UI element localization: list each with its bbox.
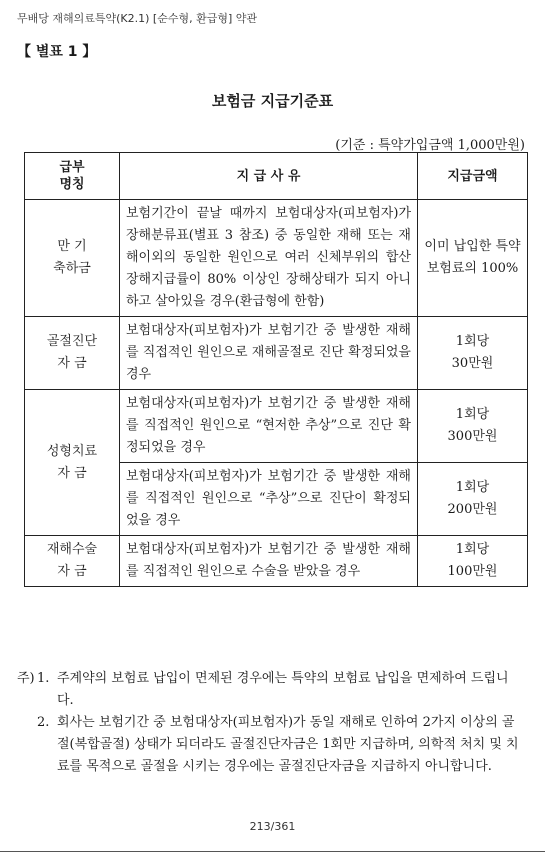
amount-line: 200만원: [447, 502, 498, 517]
amount-line: 300만원: [447, 429, 498, 444]
row-reason: 보험대상자(피보험자)가 보험기간 중 발생한 재해를 직접적인 원인으로 “현저한 추상”으로 진단 확정되었을 경우: [120, 390, 418, 463]
header-category-line2: 명칭: [59, 177, 85, 192]
notes-prefix: 주): [17, 671, 35, 686]
category-line: 재해수술: [46, 542, 98, 557]
header-amount: 지급금액: [418, 153, 528, 200]
row-category: [25, 200, 120, 317]
category-line: 자 금: [57, 356, 87, 371]
amount-line: 30만원: [451, 356, 494, 371]
benefit-table: [24, 152, 528, 587]
note-text: 회사는 보험기간 중 보험대상자(피보험자)가 동일 재해로 인하여 2가지 이상의 골절(복합골절) 상태가 되더라도 골절진단자금은 1회만 지급하며, 의학적 처치 및 치료를 목적으로 골절을 시키는 경우에는 골절진단자금을 지급하지 아니합니다.: [57, 715, 519, 774]
header-category-line1: 급부: [59, 160, 85, 175]
note-item: [17, 712, 525, 778]
category-line: 자 금: [57, 564, 87, 579]
note-number: 2.: [37, 715, 50, 730]
amount-line: 100만원: [447, 564, 498, 579]
row-amount: [418, 390, 528, 463]
row-reason: 보험대상자(피보험자)가 보험기간 중 발생한 재해를 직접적인 원인으로 재해골절로 진단 확정되었을 경우: [120, 317, 418, 390]
notes-section: [17, 668, 525, 778]
category-line: 자 금: [57, 465, 87, 481]
category-line: 성형치료: [46, 443, 98, 459]
row-reason: 보험대상자(피보험자)가 보험기간 중 발생한 재해를 직접적인 원인으로 수술을 받았을 경우: [120, 536, 418, 587]
row-amount: [418, 317, 528, 390]
header-reason: 지 급 사 유: [120, 153, 418, 200]
note-number: 1.: [37, 671, 50, 686]
table-row: [25, 200, 528, 317]
row-amount: [418, 536, 528, 587]
header-category: [25, 153, 120, 200]
table-header-row: [25, 153, 528, 200]
row-category: [25, 317, 120, 390]
document-header: 무배당 재해의료특약(K2.1) [순수형, 환급형] 약관: [17, 12, 257, 25]
footer-divider: [0, 851, 545, 852]
row-amount: [418, 463, 528, 536]
basis-note: (기준 : 특약가입금액 1,000만원): [335, 138, 525, 153]
note-item: [17, 668, 525, 712]
amount-line: 1회당: [455, 542, 490, 557]
row-category: [25, 536, 120, 587]
row-reason: 보험대상자(피보험자)가 보험기간 중 발생한 재해를 직접적인 원인으로 “추상”으로 진단이 확정되었을 경우: [120, 463, 418, 536]
row-amount: 이미 납입한 특약 보험료의 100%: [418, 200, 528, 317]
amount-line: 1회당: [455, 334, 490, 349]
category-line: 축하금: [53, 261, 91, 276]
row-reason: 보험기간이 끝날 때까지 보험대상자(피보험자)가 장해분류표(별표 3 참조) 중 동일한 재해 또는 재해이외의 동일한 원인으로 여러 신체부위의 합산 장해지급률이 80% 이상인 장해상태가 되지 아니하고 살아있을 경우(환급형에 한함): [120, 200, 418, 317]
category-line: 골절진단: [46, 334, 98, 349]
row-category: [25, 390, 120, 536]
note-text: 주계약의 보험료 납입이 면제된 경우에는 특약의 보험료 납입을 면제하여 드립니다.: [57, 671, 509, 708]
page-number: 213/361: [249, 820, 296, 833]
page-title: 보험금 지급기준표: [211, 92, 334, 110]
table-row: [25, 536, 528, 587]
category-line: 만 기: [57, 239, 87, 254]
table-row: [25, 317, 528, 390]
amount-line: 1회당: [455, 480, 490, 495]
annex-label: 【 별표 1 】: [17, 44, 97, 60]
table-row: [25, 390, 528, 463]
amount-line: 1회당: [455, 407, 490, 422]
